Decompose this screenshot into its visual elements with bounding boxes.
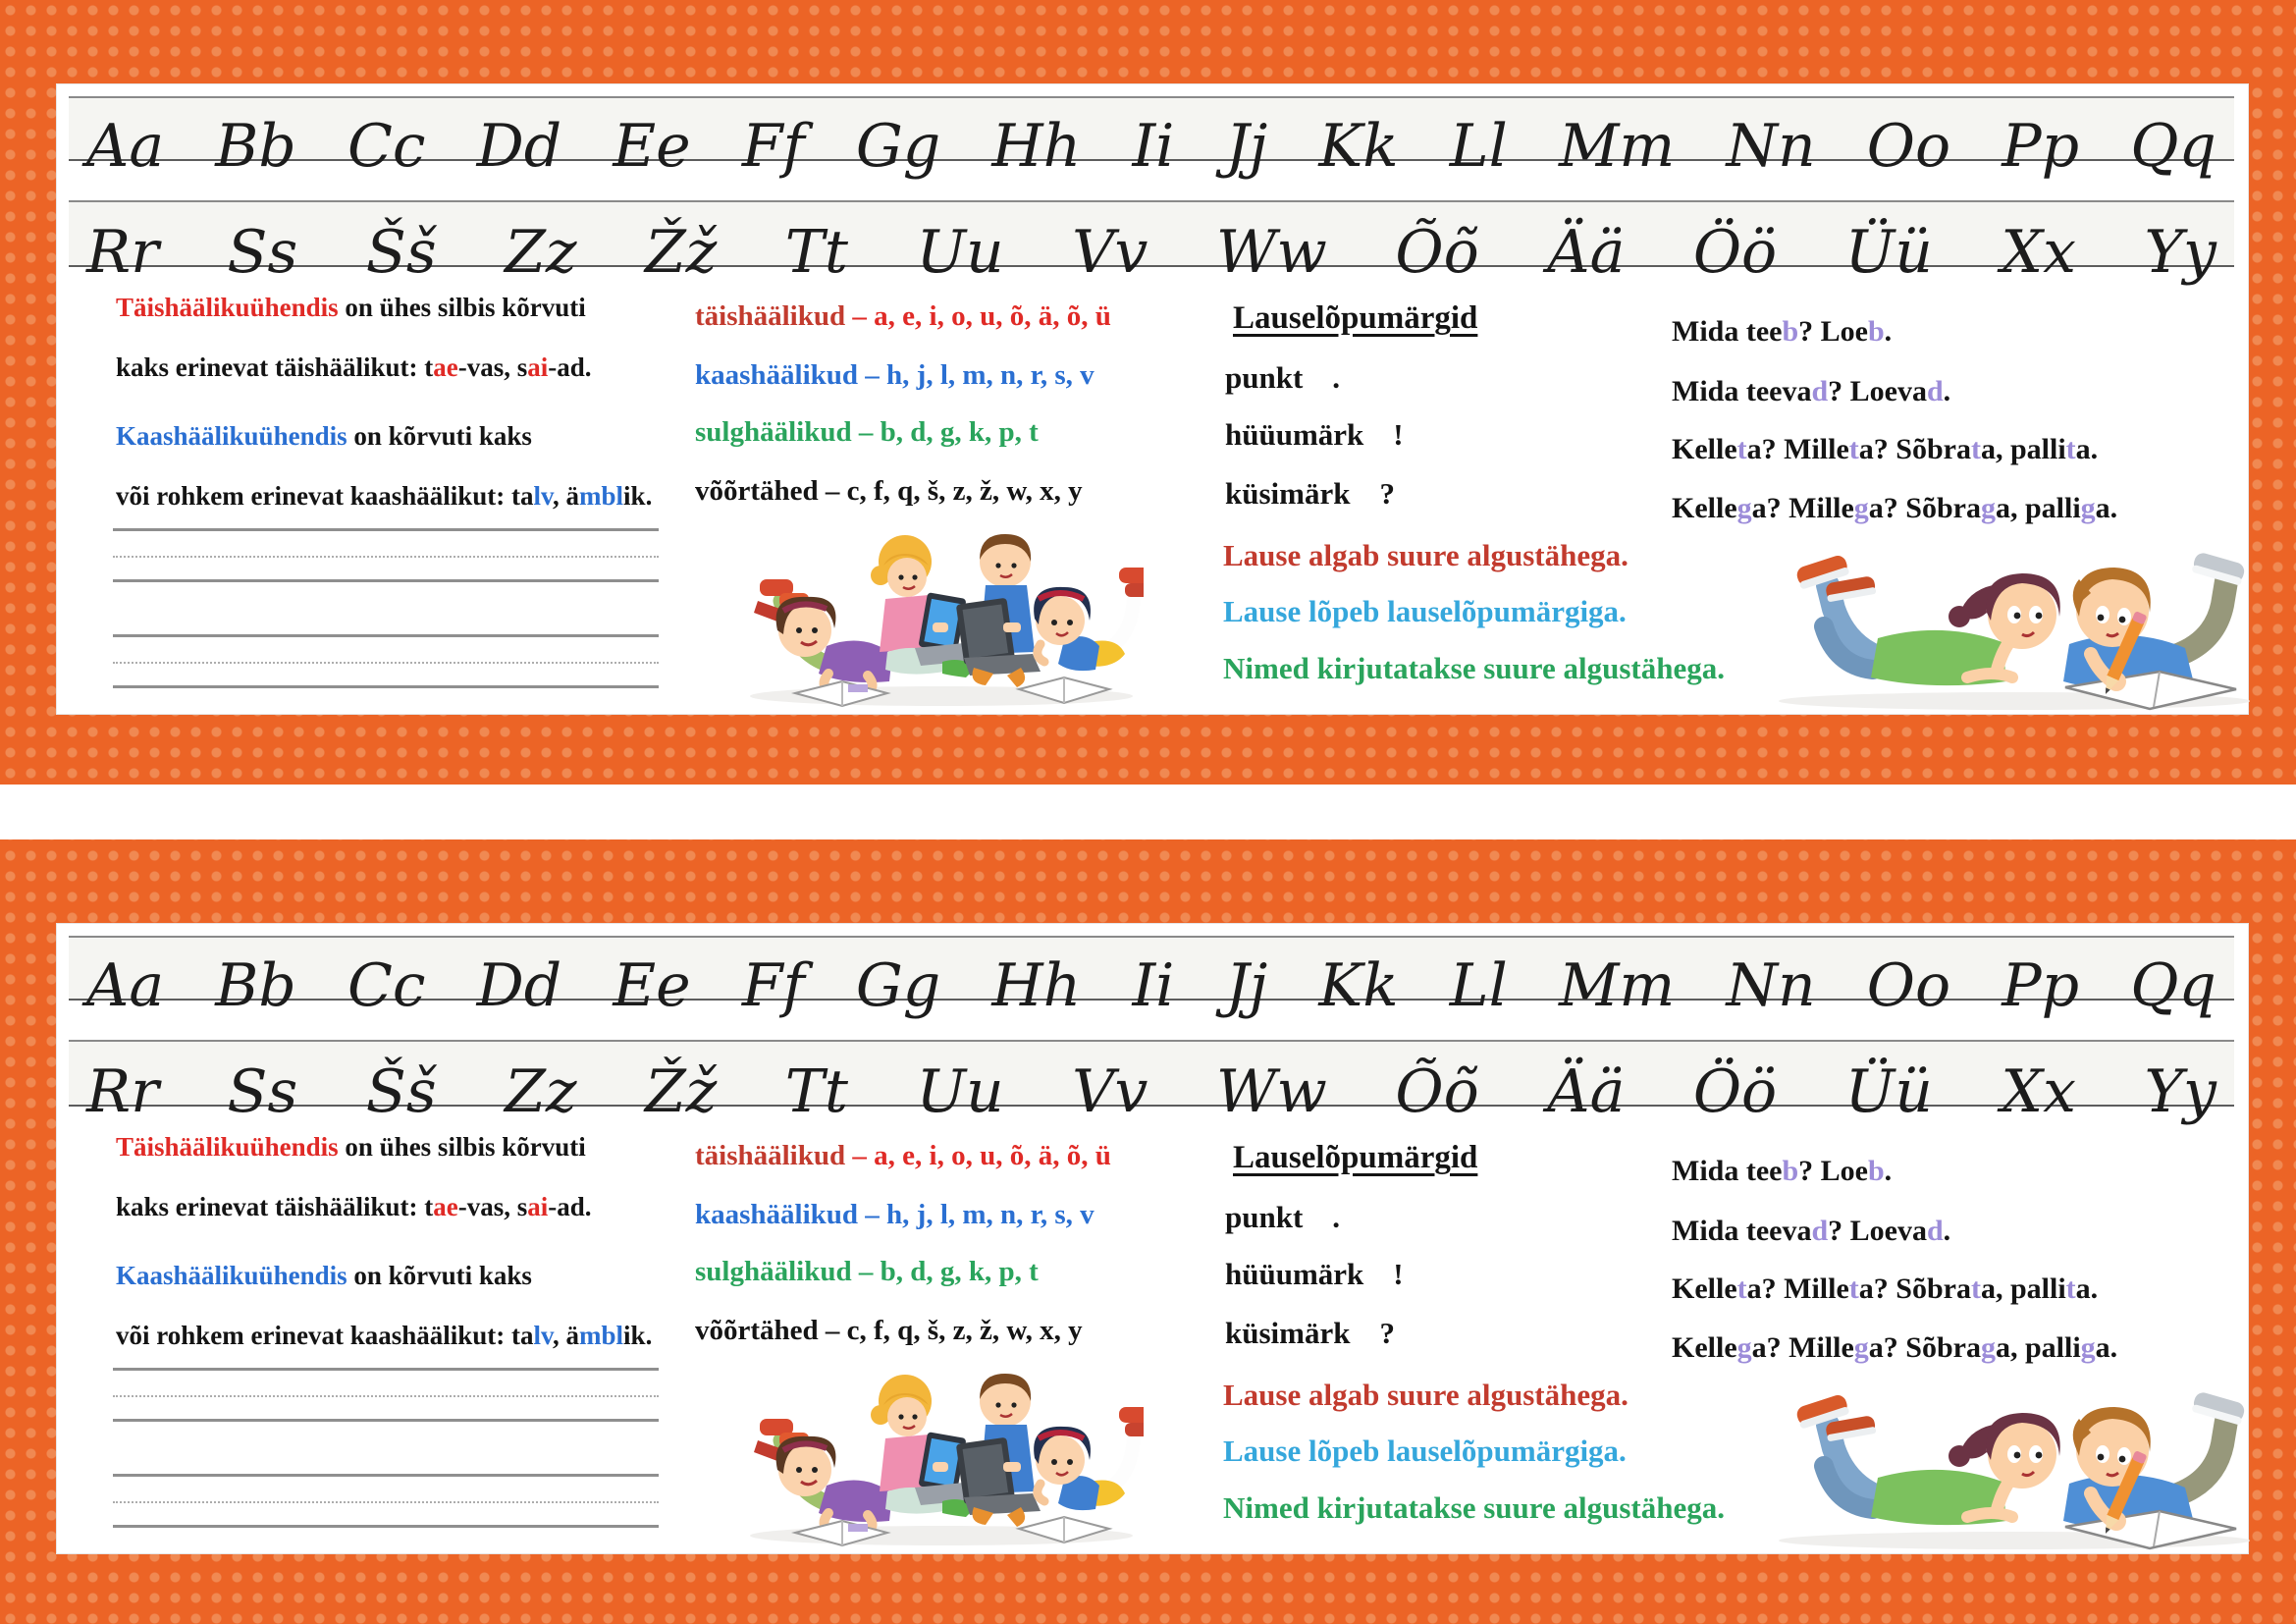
text-segment: sulghäälikud – b, d, g, k, p, t	[695, 416, 1039, 448]
letter-pair: Pp	[2002, 951, 2080, 1020]
text-segment: Kelle	[1672, 1331, 1737, 1364]
text-segment: ae	[433, 352, 458, 382]
writing-line-dotted	[113, 1395, 659, 1397]
text-segment: -ad.	[548, 352, 592, 382]
letter-pair: Öö	[1692, 1057, 1778, 1126]
qa-example-1	[1672, 315, 1892, 349]
text-segment: Mida tee	[1672, 1155, 1783, 1187]
writing-line	[113, 1368, 659, 1371]
text-segment: Kelle	[1672, 433, 1737, 465]
letter-pair: Üü	[1844, 1057, 1933, 1126]
consonants-list	[695, 359, 1095, 392]
letter-pair: Oo	[1866, 112, 1951, 181]
text-segment: g	[1980, 492, 1996, 524]
letter-pair: Nn	[1726, 112, 1816, 181]
punctuation-label: hüüumärk	[1225, 1257, 1364, 1291]
letter-pair: Gg	[855, 112, 941, 181]
text-segment: Lause lõpeb lauselõpumärgiga.	[1223, 594, 1627, 628]
letter-pair: Hh	[991, 112, 1082, 181]
letter-pair: Aa	[86, 112, 165, 181]
letter-pair: Hh	[991, 951, 1082, 1020]
consonant-rule-line-2	[116, 1321, 652, 1351]
writing-line	[113, 634, 659, 637]
text-segment: Kelle	[1672, 492, 1737, 524]
text-segment: Lause algab suure algustähega.	[1223, 538, 1629, 572]
text-segment: ai	[527, 352, 549, 382]
qa-example-3	[1672, 433, 2098, 466]
text-segment: t	[1736, 433, 1747, 465]
text-segment: Kaashäälikuühendis	[116, 1261, 347, 1290]
text-segment: b	[1782, 1155, 1799, 1187]
letter-pair: Vv	[1072, 218, 1148, 287]
sentence-rule-1	[1223, 1378, 1629, 1413]
sentence-rule-2	[1223, 1434, 1627, 1469]
letter-pair: Yy	[2144, 218, 2216, 287]
text-segment: t	[1970, 1272, 1981, 1305]
letter-pair: Oo	[1866, 951, 1951, 1020]
children-reading-illustration	[739, 1356, 1144, 1550]
vowels-list	[695, 300, 1111, 333]
letter-pair: Xx	[2001, 1057, 2076, 1126]
text-segment: a.	[2075, 1272, 2099, 1305]
letter-pair: Ii	[1132, 951, 1175, 1020]
text-segment: lv	[533, 1321, 554, 1350]
punctuation-label: küsimärk	[1225, 476, 1351, 511]
text-segment: , ä	[553, 481, 580, 511]
text-segment: Kaashäälikuühendis	[116, 421, 347, 451]
punctuation-mark: .	[1332, 1200, 1341, 1234]
writing-line	[113, 528, 659, 531]
punctuation-title: Lauselõpumärgid	[1233, 1140, 1478, 1175]
text-segment: või rohkem erinevat kaashäälikut: ta	[116, 1321, 534, 1350]
text-segment: on ühes silbis kõrvuti	[338, 1132, 586, 1162]
writing-line	[113, 1474, 659, 1477]
writing-line-dotted	[113, 662, 659, 664]
writing-line	[113, 1525, 659, 1528]
letter-pair: Tt	[784, 1057, 848, 1126]
text-segment: a? Sõbra	[1868, 1331, 1981, 1364]
cursive-alphabet-row-1	[69, 936, 2234, 1020]
text-segment: b	[1782, 315, 1799, 348]
letter-pair: Ww	[1215, 218, 1327, 287]
letter-pair: Ll	[1449, 951, 1508, 1020]
letter-pair: Jj	[1225, 112, 1268, 181]
letter-pair: Bb	[215, 112, 296, 181]
text-segment: g	[1736, 492, 1752, 524]
text-segment: -vas, s	[457, 352, 528, 382]
text-segment: a.	[2095, 1331, 2118, 1364]
text-segment: ? Loe	[1798, 315, 1868, 348]
children-writing-illustration	[1775, 1362, 2254, 1550]
letter-pair: Rr	[86, 1057, 159, 1126]
punctuation-label: punkt	[1225, 360, 1304, 395]
text-segment: t	[1848, 1272, 1859, 1305]
text-segment: Lause algab suure algustähega.	[1223, 1378, 1629, 1412]
letter-pair: Ii	[1132, 112, 1175, 181]
text-segment: g	[2080, 1331, 2096, 1364]
consonant-rule-line-1	[116, 421, 532, 452]
vowel-rule-line-2	[116, 352, 592, 383]
letter-pair: Kk	[1318, 112, 1399, 181]
letter-pair: Õõ	[1395, 218, 1479, 287]
text-segment: võõrtähed – c, f, q, š, z, ž, w, x, y	[695, 475, 1083, 507]
text-segment: mbl	[579, 1321, 624, 1350]
letter-pair: Kk	[1318, 951, 1399, 1020]
text-segment: kaks erinevat täishäälikut: t	[116, 352, 434, 382]
letter-pair: Uu	[916, 218, 1004, 287]
letter-pair: Žž	[644, 218, 718, 287]
punctuation-item-question	[1225, 476, 1395, 512]
letter-pair: Tt	[784, 218, 848, 287]
text-segment: .	[1884, 315, 1893, 348]
text-segment: – a, e, i, o, u, õ, ä, õ, ü	[852, 300, 1111, 332]
text-segment: ik.	[623, 481, 653, 511]
qa-example-2	[1672, 375, 1950, 408]
text-segment: on kõrvuti kaks	[347, 1261, 532, 1290]
text-segment: .	[1884, 1155, 1893, 1187]
text-segment: lv	[533, 481, 554, 511]
text-segment: a? Mille	[1751, 1331, 1854, 1364]
punctuation-label: küsimärk	[1225, 1316, 1351, 1350]
writing-line-dotted	[113, 556, 659, 558]
text-segment: ae	[433, 1192, 458, 1221]
text-segment: kaashäälikud – h, j, l, m, n, r, s, v	[695, 359, 1095, 391]
text-segment: .	[1943, 375, 1951, 407]
children-reading-illustration	[739, 516, 1144, 711]
text-segment: Mida tee	[1672, 315, 1783, 348]
text-segment: ? Loe	[1798, 1155, 1868, 1187]
text-segment: on kõrvuti kaks	[347, 421, 532, 451]
vowel-rule-line-1	[116, 1132, 586, 1163]
text-segment: g	[1736, 1331, 1752, 1364]
text-segment: t	[2065, 433, 2076, 465]
text-segment: täishäälikud	[695, 1140, 853, 1171]
letter-pair: Vv	[1072, 1057, 1148, 1126]
text-segment: on ühes silbis kõrvuti	[338, 293, 586, 322]
text-segment: Täishäälikuühendis	[116, 1132, 339, 1162]
letter-pair: Ff	[741, 951, 805, 1020]
letter-pair: Ww	[1215, 1057, 1327, 1126]
punctuation-item-exclamation	[1225, 1257, 1404, 1292]
punctuation-item-period	[1225, 1200, 1340, 1235]
letter-pair: Ss	[227, 218, 298, 287]
punctuation-item-exclamation	[1225, 417, 1404, 453]
text-segment: a? Sõbra	[1858, 433, 1971, 465]
letter-pair: Šš	[365, 218, 437, 287]
qa-example-3	[1672, 1272, 2098, 1306]
letter-pair: Ee	[613, 951, 691, 1020]
sentence-rule-3	[1223, 1490, 1725, 1526]
text-segment: Nimed kirjutatakse suure algustähega.	[1223, 651, 1725, 685]
letter-pair: Yy	[2144, 1057, 2216, 1126]
letter-pair: Õõ	[1395, 1057, 1479, 1126]
qa-example-2	[1672, 1215, 1950, 1248]
sentence-rule-2	[1223, 594, 1627, 629]
text-segment: t	[1970, 433, 1981, 465]
qa-example-4	[1672, 492, 2117, 525]
text-segment: a? Mille	[1746, 1272, 1849, 1305]
text-segment: täishäälikud	[695, 300, 853, 332]
writing-line-dotted	[113, 1501, 659, 1503]
text-segment: Täishäälikuühendis	[116, 293, 339, 322]
text-segment: Kelle	[1672, 1272, 1737, 1305]
text-segment: ik.	[623, 1321, 653, 1350]
vowel-rule-line-2	[116, 1192, 592, 1222]
punctuation-mark: !	[1393, 417, 1404, 452]
letter-pair: Rr	[86, 218, 159, 287]
text-segment: a, palli	[1980, 433, 2066, 465]
text-segment: ai	[527, 1192, 549, 1221]
letter-pair: Jj	[1225, 951, 1268, 1020]
letter-pair: Bb	[215, 951, 296, 1020]
letter-pair: Cc	[347, 112, 426, 181]
letter-pair: Žž	[644, 1057, 718, 1126]
text-segment: või rohkem erinevat kaashäälikut: ta	[116, 481, 534, 511]
letter-pair: Dd	[476, 951, 562, 1020]
letter-pair: Öö	[1692, 218, 1778, 287]
punctuation-title: Lauselõpumärgid	[1233, 300, 1478, 336]
text-segment: a, palli	[1980, 1272, 2066, 1305]
vowels-list	[695, 1140, 1111, 1172]
stop-consonants-list	[695, 416, 1039, 449]
text-segment: a, palli	[1995, 1331, 2081, 1364]
text-segment: d	[1926, 375, 1944, 407]
stop-consonants-list	[695, 1256, 1039, 1288]
text-segment: t	[1736, 1272, 1747, 1305]
worksheet-panel-1	[56, 83, 2249, 715]
text-segment: a? Mille	[1751, 492, 1854, 524]
letter-pair: Qq	[2130, 951, 2216, 1020]
text-segment: .	[1943, 1215, 1951, 1247]
text-segment: a.	[2075, 433, 2099, 465]
letter-pair: Ll	[1449, 112, 1508, 181]
text-segment: d	[1811, 375, 1829, 407]
letter-pair: Üü	[1844, 218, 1933, 287]
text-segment: a, palli	[1995, 492, 2081, 524]
punctuation-label: punkt	[1225, 1200, 1304, 1234]
text-segment: – a, e, i, o, u, õ, ä, õ, ü	[852, 1140, 1111, 1171]
punctuation-mark: ?	[1379, 476, 1395, 511]
letter-pair: Mm	[1558, 112, 1676, 181]
consonants-list	[695, 1199, 1095, 1231]
text-segment: g	[2080, 492, 2096, 524]
white-divider-band	[0, 785, 2296, 839]
text-segment: Nimed kirjutatakse suure algustähega.	[1223, 1490, 1725, 1525]
text-segment: mbl	[579, 481, 624, 511]
text-segment: sulghäälikud – b, d, g, k, p, t	[695, 1256, 1039, 1287]
writing-line	[113, 1419, 659, 1422]
punctuation-mark: !	[1393, 1257, 1404, 1291]
letter-pair: Nn	[1726, 951, 1816, 1020]
sentence-rule-3	[1223, 651, 1725, 686]
text-segment: d	[1926, 1215, 1944, 1247]
text-segment: b	[1867, 1155, 1885, 1187]
letter-pair: Ää	[1547, 218, 1626, 287]
letter-pair: Šš	[365, 1057, 437, 1126]
worksheet-panel-2	[56, 923, 2249, 1554]
text-segment: t	[1848, 433, 1859, 465]
text-segment: Mida teeva	[1672, 375, 1812, 407]
consonant-rule-line-1	[116, 1261, 532, 1291]
text-segment: ? Loeva	[1828, 1215, 1927, 1247]
text-segment: Lause lõpeb lauselõpumärgiga.	[1223, 1434, 1627, 1468]
foreign-letters-list	[695, 1315, 1083, 1347]
punctuation-label: hüüumärk	[1225, 417, 1364, 452]
qa-example-1	[1672, 1155, 1892, 1188]
children-writing-illustration	[1775, 522, 2254, 711]
letter-pair: Ff	[741, 112, 805, 181]
text-segment: Mida teeva	[1672, 1215, 1812, 1247]
vowel-rule-line-1	[116, 293, 586, 323]
text-segment: a? Sõbra	[1858, 1272, 1971, 1305]
letter-pair: Xx	[2001, 218, 2076, 287]
text-segment: b	[1867, 315, 1885, 348]
text-segment: ? Loeva	[1828, 375, 1927, 407]
text-segment: g	[1853, 492, 1869, 524]
text-segment: võõrtähed – c, f, q, š, z, ž, w, x, y	[695, 1315, 1083, 1346]
writing-line	[113, 685, 659, 688]
text-segment: a.	[2095, 492, 2118, 524]
text-segment: kaks erinevat täishäälikut: t	[116, 1192, 434, 1221]
text-segment: -ad.	[548, 1192, 592, 1221]
punctuation-item-period	[1225, 360, 1340, 396]
letter-pair: Gg	[855, 951, 941, 1020]
letter-pair: Ee	[613, 112, 691, 181]
punctuation-mark: ?	[1379, 1316, 1395, 1350]
letter-pair: Zz	[505, 218, 577, 287]
letter-pair: Pp	[2002, 112, 2080, 181]
punctuation-mark: .	[1332, 360, 1341, 395]
text-segment: , ä	[553, 1321, 580, 1350]
letter-pair: Cc	[347, 951, 426, 1020]
text-segment: g	[1853, 1331, 1869, 1364]
letter-pair: Ää	[1547, 1057, 1626, 1126]
letter-pair: Qq	[2130, 112, 2216, 181]
consonant-rule-line-2	[116, 481, 652, 512]
text-segment: g	[1980, 1331, 1996, 1364]
letter-pair: Uu	[916, 1057, 1004, 1126]
text-segment: a? Sõbra	[1868, 492, 1981, 524]
text-segment: -vas, s	[457, 1192, 528, 1221]
letter-pair: Aa	[86, 951, 165, 1020]
foreign-letters-list	[695, 475, 1083, 508]
sentence-rule-1	[1223, 538, 1629, 573]
punctuation-item-question	[1225, 1316, 1395, 1351]
text-segment: a? Mille	[1746, 433, 1849, 465]
letter-pair: Dd	[476, 112, 562, 181]
letter-pair: Mm	[1558, 951, 1676, 1020]
cursive-alphabet-row-2	[69, 200, 2234, 287]
cursive-alphabet-row-2	[69, 1040, 2234, 1126]
writing-line	[113, 579, 659, 582]
text-segment: d	[1811, 1215, 1829, 1247]
letter-pair: Ss	[227, 1057, 298, 1126]
text-segment: kaashäälikud – h, j, l, m, n, r, s, v	[695, 1199, 1095, 1230]
cursive-alphabet-row-1	[69, 96, 2234, 181]
text-segment: t	[2065, 1272, 2076, 1305]
qa-example-4	[1672, 1331, 2117, 1365]
letter-pair: Zz	[505, 1057, 577, 1126]
